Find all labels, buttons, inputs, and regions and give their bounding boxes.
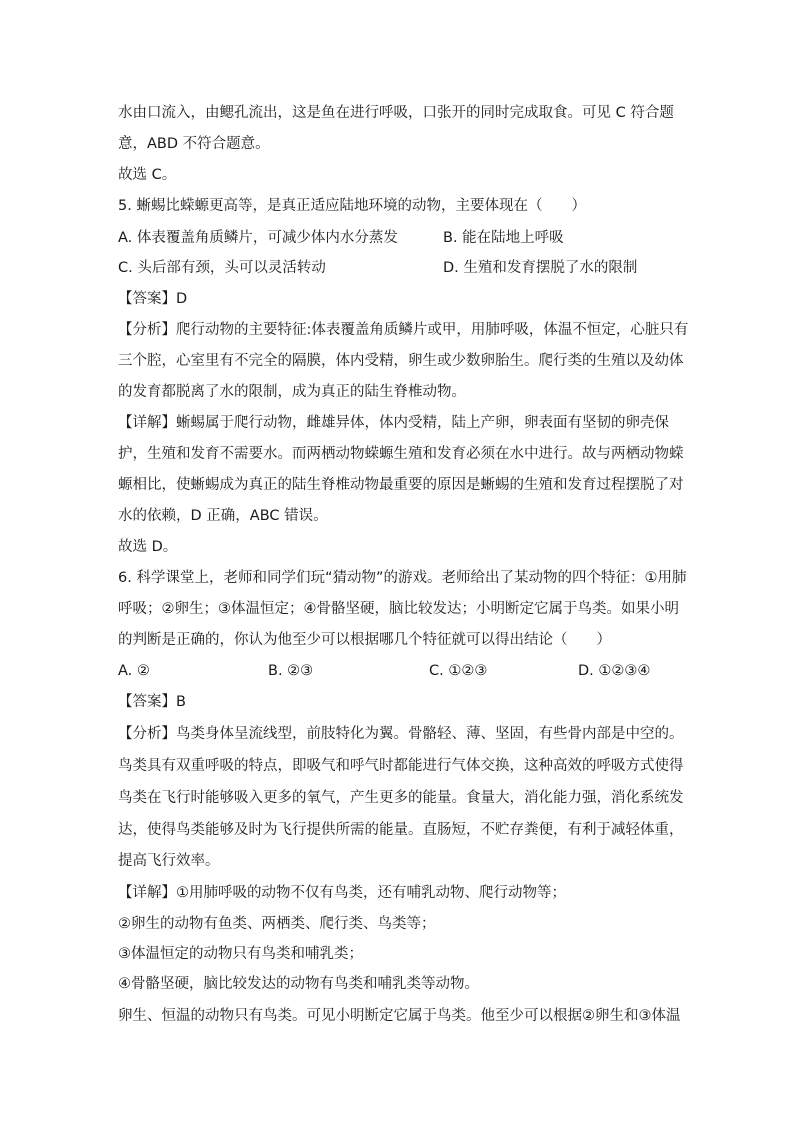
text-line: ③体温恒定的动物只有鸟类和哺乳类； xyxy=(118,946,363,962)
question-6-stem: 6. 科学课堂上，老师和同学们玩“猜动物”的游戏。老师给出了某动物的四个特征：①用肺 xyxy=(118,570,687,586)
question-5-stem: 5. 蜥蜴比蝾螈更高等，是真正适应陆地环境的动物，主要体现在（ ） xyxy=(118,198,586,214)
text-line: 达，使得鸟类能够及时为飞行提供所需的能量。直肠短，不贮存粪便，有利于减轻体重， xyxy=(118,822,684,838)
text-line: ④骨骼坚硬，脑比较发达的动物有鸟类和哺乳类等动物。 xyxy=(118,976,479,992)
text-line: 故选 C。 xyxy=(118,167,177,183)
q5-option-c: C. 头后部有颈，头可以灵活转动 xyxy=(118,260,326,276)
text-line: 鸟类在飞行时能够吸入更多的氧气，产生更多的能量。食量大，消化能力强，消化系统发 xyxy=(118,790,684,806)
text-line: 螈相比，使蜥蜴成为真正的陆生脊椎动物最重要的原因是蜥蜴的生殖和发育过程摆脱了对 xyxy=(118,477,684,493)
text-line: 的发育都脱离了水的限制，成为真正的陆生脊椎动物。 xyxy=(118,384,466,400)
q5-option-b: B. 能在陆地上呼吸 xyxy=(443,230,564,246)
text-line: 呼吸；②卵生；③体温恒定；④骨骼坚硬，脑比较发达；小明断定它属于鸟类。如果小明 xyxy=(118,601,679,617)
q5-option-a: A. 体表覆盖角质鳞片，可减少体内水分蒸发 xyxy=(118,230,398,246)
text-line: 护，生殖和发育不需要水。而两栖动物蝾螈生殖和发育必须在水中进行。故与两栖动物蝾 xyxy=(118,446,684,462)
text-line: 提高飞行效率。 xyxy=(118,853,220,869)
answer-label: 【答案】B xyxy=(118,694,186,710)
text-line: 水的依赖，D 正确，ABC 错误。 xyxy=(118,508,328,524)
text-line: 【详解】蜥蜴属于爬行动物，雌雄异体，体内受精，陆上产卵，卵表面有坚韧的卵壳保 xyxy=(118,415,669,431)
text-line: 【分析】鸟类身体呈流线型，前肢特化为翼。骨骼轻、薄、坚固，有些骨内部是中空的。 xyxy=(118,726,684,742)
text-line: 【详解】①用肺呼吸的动物不仅有鸟类，还有哺乳动物、爬行动物等； xyxy=(118,885,566,901)
q6-option-d: D. ①②③④ xyxy=(578,663,651,679)
q6-option-c: C. ①②③ xyxy=(429,663,488,679)
answer-label: 【答案】D xyxy=(118,291,188,307)
q6-option-a: A. ② xyxy=(118,663,150,679)
text-line: 水由口流入，由鳃孔流出，这是鱼在进行呼吸，口张开的同时完成取食。可见 C 符合题 xyxy=(118,105,674,121)
text-line: 鸟类具有双重呼吸的特点，即吸气和呼气时都能进行气体交换，这种高效的呼吸方式使得 xyxy=(118,758,684,774)
q6-option-b: B. ②③ xyxy=(268,663,314,679)
text-line: ②卵生的动物有鱼类、两栖类、爬行类、鸟类等； xyxy=(118,916,436,932)
text-line: 卵生、恒温的动物只有鸟类。可见小明断定它属于鸟类。他至少可以根据②卵生和③体温 xyxy=(118,1008,681,1024)
text-line: 的判断是正确的，你认为他至少可以根据哪几个特征就可以得出结论（ ） xyxy=(118,632,611,648)
text-line: 故选 D。 xyxy=(118,539,178,555)
q5-option-d: D. 生殖和发育摆脱了水的限制 xyxy=(443,260,638,276)
text-line: 三个腔，心室里有不完全的隔膜，体内受精，卵生或少数卵胎生。爬行类的生殖以及幼体 xyxy=(118,353,684,369)
text-line: 意，ABD 不符合题意。 xyxy=(118,136,270,152)
text-line: 【分析】爬行动物的主要特征:体表覆盖角质鳞片或甲，用肺呼吸，体温不恒定，心脏只有 xyxy=(118,322,689,338)
